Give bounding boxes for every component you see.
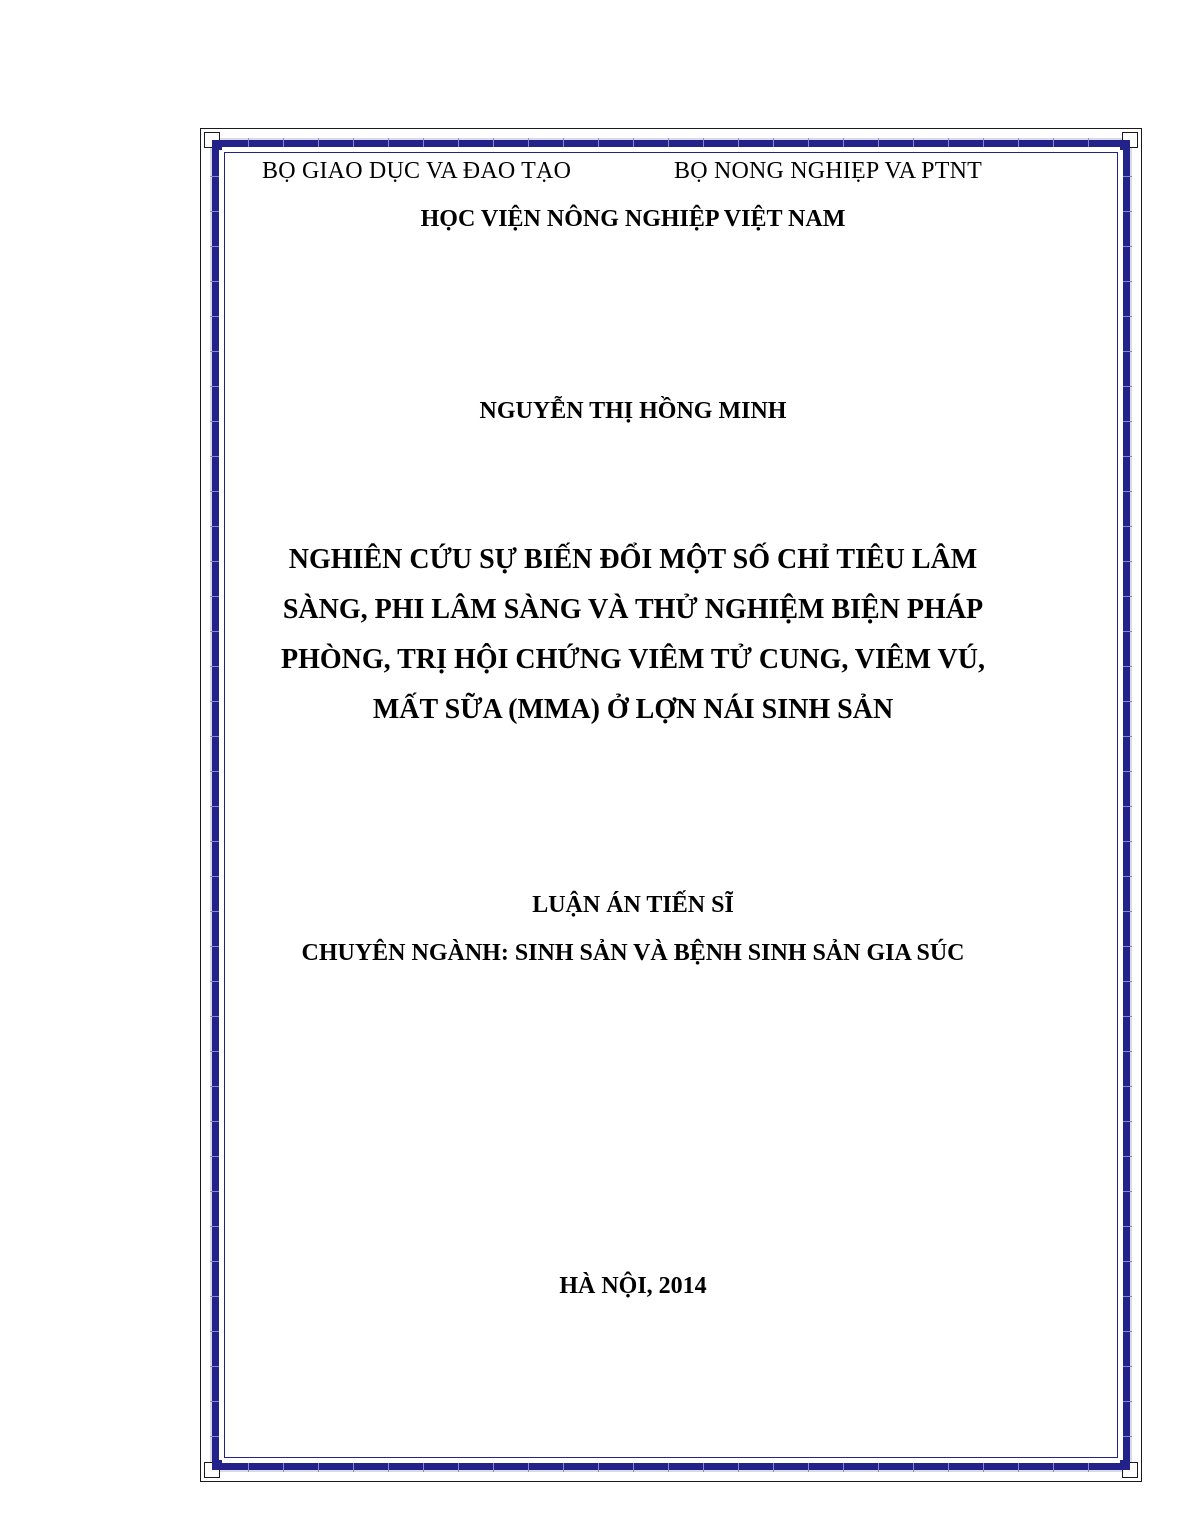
thesis-title (220, 535, 1046, 735)
thesis-title-line: SÀNG, PHI LÂM SÀNG VÀ THỬ NGHIỆM BIỆN PHÁP (282, 594, 984, 625)
institute-name: HỌC VIỆN NÔNG NGHIỆP VIỆT NAM (420, 206, 846, 232)
ministry-of-agriculture-label: BỌ NONG NGHIẸP VA PTNT (674, 158, 982, 184)
border-tick-pattern-bottom (214, 1463, 1128, 1472)
thesis-title-line: NGHIÊN CỨU SỰ BIẾN ĐỔI MỘT SỐ CHỈ TIÊU LÂM (288, 544, 978, 575)
ministry-of-education-label: BỌ GIAO DỤC VA ĐAO TẠO (262, 158, 572, 184)
border-corner-ornament-top-left (200, 128, 226, 154)
border-corner-ornament-bottom-right (1116, 1456, 1142, 1482)
place-and-year: HÀ NỘI, 2014 (559, 1273, 707, 1299)
thesis-title-line: MẤT SỮA (MMA) Ở LỢN NÁI SINH SẢN (372, 694, 894, 725)
border-tick-pattern-right (1123, 142, 1132, 1468)
specialty-line: CHUYÊN NGÀNH: SINH SẢN VÀ BỆNH SINH SẢN GIA SÚC (301, 940, 965, 966)
border-corner-ornament-bottom-left (200, 1456, 226, 1482)
border-corner-ornament-top-right (1116, 128, 1142, 154)
author-name: NGUYỄN THỊ HỒNG MINH (479, 398, 787, 424)
border-tick-pattern-left (210, 142, 219, 1468)
degree-type: LUẬN ÁN TIẾN SĨ (532, 892, 734, 918)
thesis-title-line: PHÒNG, TRỊ HỘI CHỨNG VIÊM TỬ CUNG, VIÊM VÚ, (281, 644, 985, 675)
border-tick-pattern-top (214, 138, 1128, 147)
border-inner-line (224, 152, 1118, 1458)
